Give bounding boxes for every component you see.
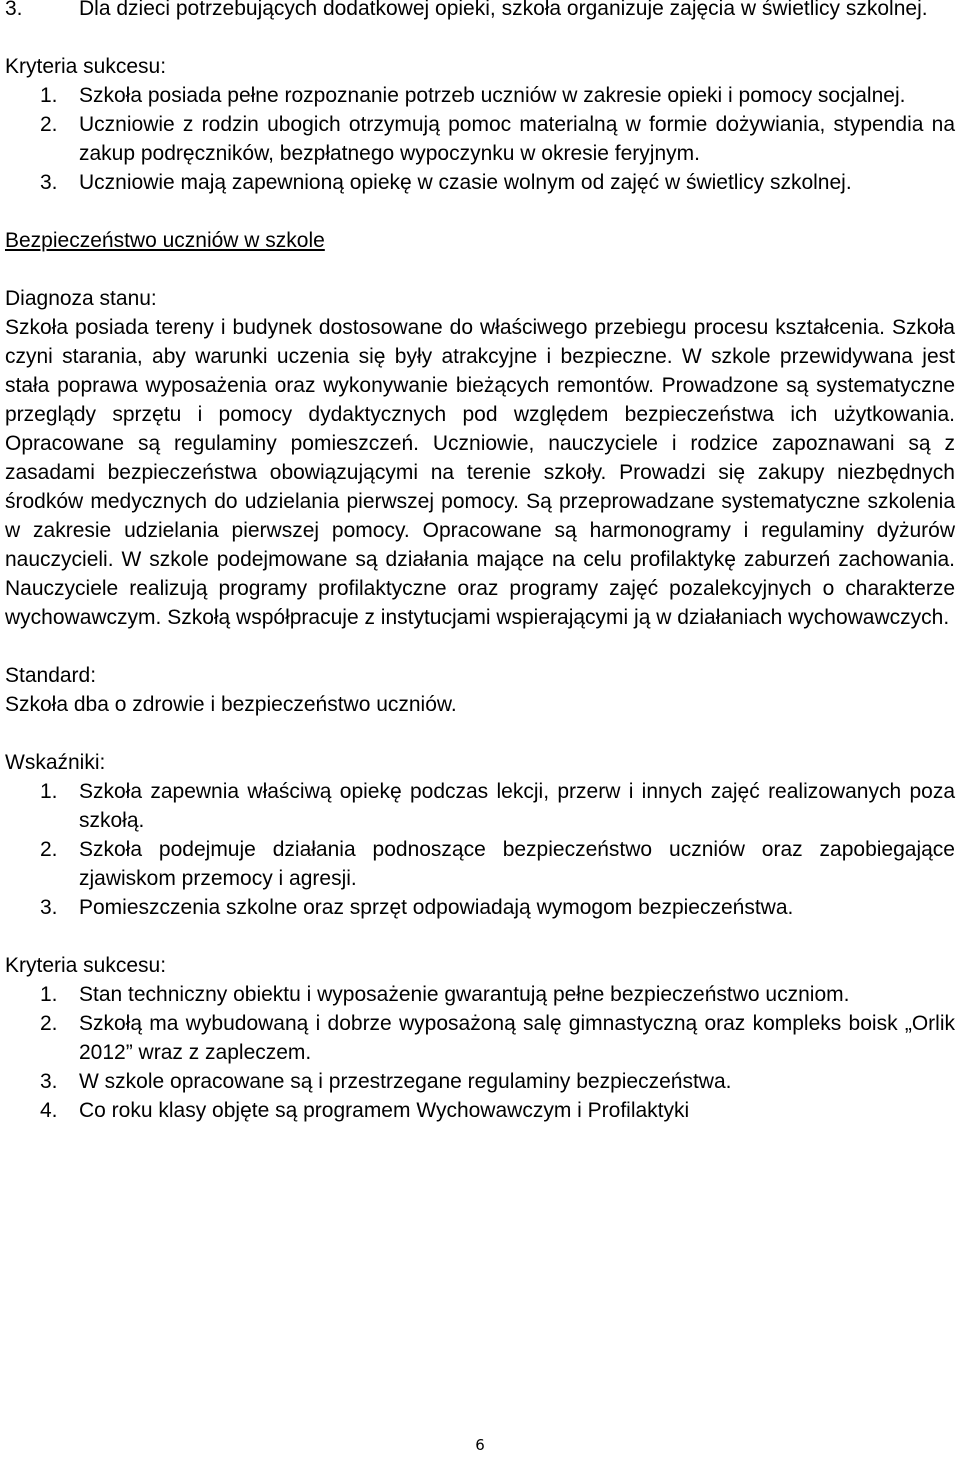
list-item (5, 0, 955, 23)
list-item-text: Szkoła zapewnia właściwą opiekę podczas lekcji, przerw i innych zajęć realizowanych poza szkołą. (79, 780, 955, 832)
list-item-number: 1. (40, 84, 58, 107)
list-item-text: Dla dzieci potrzebujących dodatkowej opieki, szkoła organizuje zajęcia w świetlicy szkolnej. (79, 0, 928, 20)
kryteria-label: Kryteria sukcesu: (5, 55, 167, 78)
list-item-number: 3. (40, 171, 58, 194)
list-item-text: Pomieszczenia szkolne oraz sprzęt odpowiadają wymogom bezpieczeństwa. (79, 896, 794, 919)
list-item-number: 3. (40, 1070, 58, 1093)
list-item-text: Uczniowie z rodzin ubogich otrzymują pomoc materialną w formie dożywiania, stypendia na zakup podręczników, bezpłatnego wypoczynku w okresie feryjnym. (79, 113, 955, 165)
standard-label: Standard: (5, 664, 97, 687)
list-item (5, 1067, 955, 1096)
diagnoza-text: Szkoła posiada tereny i budynek dostosowane do właściwego przebiegu procesu kształcenia. Szkoła czyni starania, aby warunki uczenia się były atrakcyjne i bezpieczne. W szkole przewidywana jest stała poprawa wyposażenia oraz wykonywanie bieżących remontów. Prowadzone są systematyczne przeglądy sprzętu i pomocy dydaktycznych pod względem bezpieczeństwa ich użytkowania. Opracowane są regulaminy pomieszczeń. Uczniowie, nauczyciele i rodzice zapoznawani są z zasadami bezpieczeństwa obowiązującymi na terenie szkoły. Prowadzi się zakupy niezbędnych środków medycznych do udzielania pierwszej pomocy. Są przeprowadzane systematyczne szkolenia w zakresie udzielania pierwszej pomocy. Opracowane są harmonogramy i regulaminy dyżurów nauczycieli. W szkole podejmowane są działania mające na celu profilaktykę zaburzeń zachowania. Nauczyciele realizują programy profilaktyczne oraz programy zajęć pozalekcyjnych o charakterze wychowawczym. Szkołą współpracuje z instytucjami wspierającymi ją w działaniach wychowawczych. (5, 316, 955, 629)
list-item-number: 2. (40, 838, 58, 861)
list-item (5, 110, 955, 168)
list-item-text: Stan techniczny obiektu i wyposażenie gwarantują pełne bezpieczeństwo uczniom. (79, 983, 850, 1006)
list-item-text: Szkołą ma wybudowaną i dobrze wyposażoną salę gimnastyczną oraz kompleks boisk „Orlik 2012” wraz z zapleczem. (79, 1012, 955, 1064)
list-item-number: 2. (40, 113, 58, 136)
list-item-text: Uczniowie mają zapewnioną opiekę w czasie wolnym od zajęć w świetlicy szkolnej. (79, 171, 852, 194)
kryteria-list (5, 980, 955, 1125)
list-item-number: 1. (40, 983, 58, 1006)
list-item (5, 1096, 955, 1125)
list-item-number: 3. (40, 896, 58, 919)
list-item (5, 980, 955, 1009)
list-item-number: 1. (40, 780, 58, 803)
diagnoza-label: Diagnoza stanu: (5, 287, 157, 310)
list-item (5, 777, 955, 835)
wskazniki-list (5, 777, 955, 922)
list-item-text: Co roku klasy objęte są programem Wychowawczym i Profilaktyki (79, 1099, 690, 1122)
kryteria-list (5, 81, 955, 197)
list-item (5, 1009, 955, 1067)
list-item-number: 4. (40, 1099, 58, 1122)
list-item (5, 893, 955, 922)
list-item-text: W szkole opracowane są i przestrzegane regulaminy bezpieczeństwa. (79, 1070, 732, 1093)
section-title: Bezpieczeństwo uczniów w szkole (5, 229, 325, 252)
list-item-text: Szkoła podejmuje działania podnoszące bezpieczeństwo uczniów oraz zapobiegające zjawiskom przemocy i agresji. (79, 838, 955, 890)
wskazniki-label: Wskaźniki: (5, 751, 106, 774)
list-item (5, 81, 955, 110)
list-item-number: 2. (40, 1012, 58, 1035)
list-item-text: Szkoła posiada pełne rozpoznanie potrzeb uczniów w zakresie opieki i pomocy socjalnej. (79, 84, 906, 107)
standard-text: Szkoła dba o zdrowie i bezpieczeństwo uczniów. (5, 693, 457, 716)
list-item-number: 3. (5, 0, 23, 20)
intro-list (5, 0, 955, 23)
list-item (5, 168, 955, 197)
page-number: 6 (475, 1436, 485, 1454)
kryteria-label: Kryteria sukcesu: (5, 954, 167, 977)
page-content (5, 0, 955, 1125)
list-item (5, 835, 955, 893)
